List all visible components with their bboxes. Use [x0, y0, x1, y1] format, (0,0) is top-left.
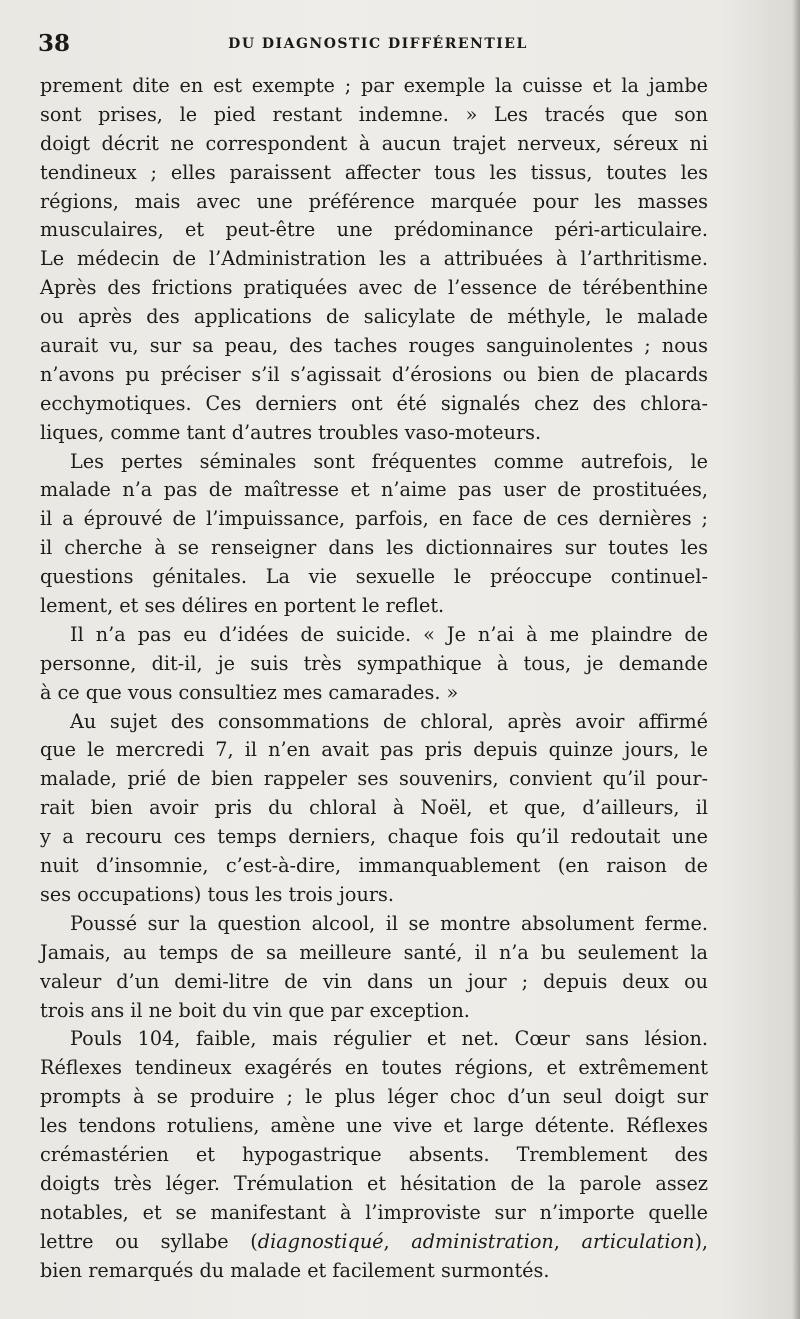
text-line: trois ans il ne boit du vin que par exception. — [40, 998, 470, 1022]
text-line: Au sujet des consommations de chloral, après avoir affirmé — [70, 709, 708, 733]
terms-separator: , — [383, 1229, 412, 1253]
text-line: Après des frictions pratiquées avec de l’essence de térébenthine — [40, 276, 708, 300]
text-line: Pouls 104, faible, mais régulier et net. Cœur sans lésion. — [70, 1027, 708, 1051]
text-line: prement dite en est exempte ; par exemple la cuisse et la jambe — [40, 74, 708, 97]
italic-term: administration — [411, 1229, 554, 1253]
text-line: n’avons pu préciser s’il s’agissait d’érosions ou bien de placards — [40, 362, 708, 386]
text-line: lement, et ses délires en portent le reflet. — [40, 594, 445, 618]
text-line: il cherche à se renseigner dans les dictionnaires sur toutes les — [40, 536, 708, 560]
terms-suffix: ), — [694, 1229, 709, 1253]
text-line: valeur d’un demi-litre de vin dans un jour ; depuis deux ou — [40, 969, 708, 993]
terms-prefix: lettre ou syllabe ( — [40, 1229, 258, 1253]
text-line: bien remarqués du malade et facilement surmontés. — [40, 1258, 550, 1282]
text-line: doigt décrit ne correspondent à aucun trajet nerveux, séreux ni — [40, 131, 708, 155]
text-line: notables, et se manifestant à l’improviste sur n’importe quelle — [40, 1200, 708, 1224]
text-line: y a recouru ces temps derniers, chaque fois qu’il redoutait une — [40, 825, 708, 849]
running-title: DU DIAGNOSTIC DIFFÉRENTIEL — [228, 36, 528, 52]
body-text — [40, 72, 708, 1285]
italic-term: articulation — [581, 1229, 695, 1253]
text-line: nuit d’insomnie, c’est-à-dire, immanquablement (en raison de — [40, 854, 708, 878]
text-line: ses occupations) tous les trois jours. — [40, 882, 394, 906]
page-edge-shadow — [792, 0, 800, 1319]
text-line: Réflexes tendineux exagérés en toutes régions, et extrêmement — [40, 1056, 708, 1080]
text-line: il a éprouvé de l’impuissance, parfois, en face de ces dernières ; — [40, 507, 708, 531]
text-line: Poussé sur la question alcool, il se montre absolument ferme. — [70, 911, 708, 935]
page-number: 38 — [38, 30, 71, 57]
text-line: musculaires, et peut-être une prédominance péri-articulaire. — [40, 218, 708, 242]
text-line: Jamais, au temps de sa meilleure santé, il n’a bu seulement la — [40, 940, 708, 964]
text-line: rait bien avoir pris du chloral à Noël, et que, d’ailleurs, il — [40, 796, 708, 820]
text-line: que le mercredi 7, il n’en avait pas pris depuis quinze jours, le — [40, 738, 708, 762]
text-line: les tendons rotuliens, amène une vive et large détente. Réflexes — [40, 1114, 708, 1138]
text-line: crémastérien et hypogastrique absents. Tremblement des — [40, 1142, 708, 1166]
text-line: questions génitales. La vie sexuelle le préoccupe continuel- — [40, 565, 708, 589]
text-line: malade n’a pas de maîtresse et n’aime pas user de prostituées, — [40, 478, 708, 502]
italic-term: diagnostiqué — [257, 1229, 384, 1253]
text-line: personne, dit-il, je suis très sympathique à tous, je demande — [40, 651, 708, 675]
terms-separator: , — [553, 1229, 582, 1253]
text-line: sont prises, le pied restant indemne. » Les tracés que son — [40, 102, 708, 126]
text-line: doigts très léger. Trémulation et hésitation de la parole assez — [40, 1171, 708, 1195]
text-line: malade, prié de bien rappeler ses souvenirs, convient qu’il pour- — [40, 767, 708, 791]
text-line: liques, comme tant d’autres troubles vaso-moteurs. — [40, 420, 542, 444]
text-line: ou après des applications de salicylate de méthyle, le malade — [40, 305, 708, 329]
text-line-with-italic-terms — [40, 1228, 708, 1257]
text-line: à ce que vous consultiez mes camarades. » — [40, 680, 459, 704]
text-line: prompts à se produire ; le plus léger choc d’un seul doigt sur — [40, 1085, 708, 1109]
text-line: Les pertes séminales sont fréquentes comme autrefois, le — [70, 449, 708, 473]
text-line: ecchymotiques. Ces derniers ont été signalés chez des chlora- — [40, 391, 708, 415]
text-line: Le médecin de l’Administration les a attribuées à l’arthritisme. — [40, 247, 708, 271]
text-line: tendineux ; elles paraissent affecter tous les tissus, toutes les — [40, 160, 708, 184]
text-line: Il n’a pas eu d’idées de suicide. « Je n’ai à me plaindre de — [70, 622, 708, 646]
page-header — [38, 30, 708, 64]
text-line: aurait vu, sur sa peau, des taches rouges sanguinolentes ; nous — [40, 334, 708, 358]
text-line: régions, mais avec une préférence marquée pour les masses — [40, 189, 708, 213]
